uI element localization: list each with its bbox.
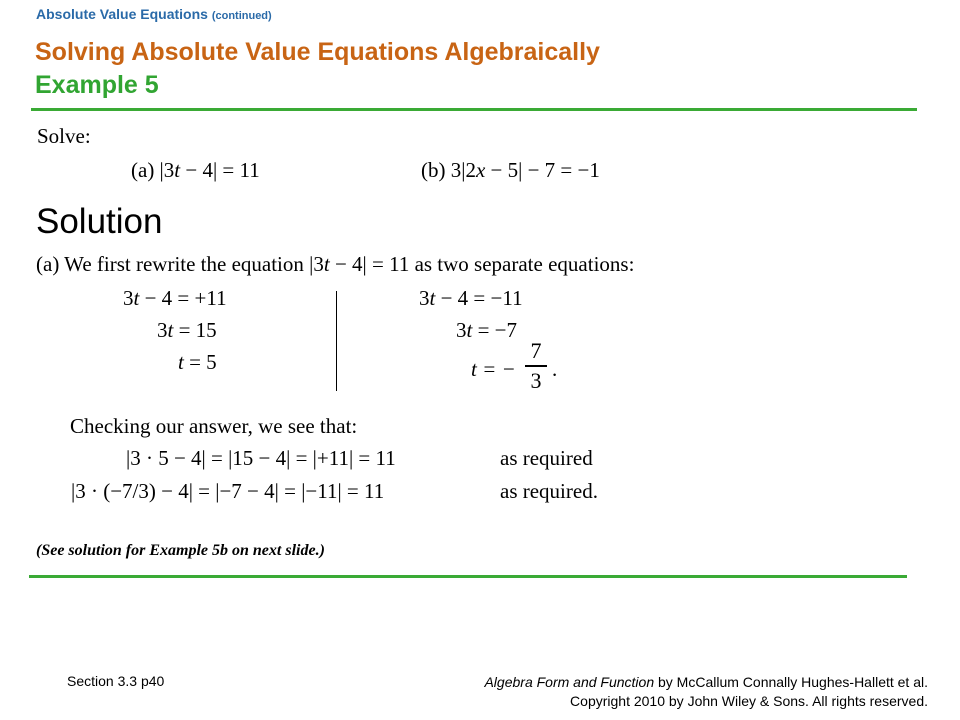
subtitle-main: Absolute Value Equations: [36, 6, 208, 22]
l1-num: 3: [123, 286, 134, 310]
part-b-prefix: (b) 3|2: [421, 158, 476, 182]
part-b-suffix: − 5| − 7 = −1: [485, 158, 600, 182]
fraction-numerator: 7: [530, 338, 542, 363]
r2-var: t: [466, 318, 473, 342]
check-2-note: as required.: [500, 479, 598, 503]
bottom-divider: [29, 575, 907, 578]
equation-divider: [336, 291, 337, 391]
l1-rest: − 4 = +11: [139, 286, 227, 310]
check-intro: Checking our answer, we see that:: [70, 414, 358, 438]
fraction-period: .: [552, 357, 558, 381]
r1-var: t: [429, 286, 436, 310]
footer-book-title: Algebra Form and Function: [484, 674, 655, 690]
r1-num: 3: [419, 286, 430, 310]
fraction-denominator: 3: [530, 367, 542, 393]
r1-rest: − 4 = −11: [435, 286, 523, 310]
solve-label: Solve:: [37, 124, 91, 148]
l3-var: t: [178, 350, 184, 374]
left-equation-2: [157, 318, 217, 343]
left-equation-1: [123, 286, 227, 311]
top-divider: [31, 108, 917, 111]
check-1-expression: |3 · 5 − 4| = |15 − 4| = |+11| = 11: [126, 446, 396, 470]
l2-rest: = 15: [173, 318, 217, 342]
problem-part-a: [131, 158, 260, 183]
footer-authors: by McCallum Connally Hughes-Hallett et al.: [654, 674, 928, 690]
slide-title: Solving Absolute Value Equations Algebraically: [35, 38, 600, 66]
part-a-prefix: (a) |3: [131, 158, 175, 182]
part-a-var: t: [174, 158, 181, 182]
l2-num: 3: [157, 318, 168, 342]
fraction-bar: [525, 365, 547, 367]
footer-section: Section 3.3 p40: [67, 673, 165, 689]
solution-intro: [36, 252, 634, 277]
example-label: Example 5: [35, 71, 159, 99]
problem-part-b: [421, 158, 600, 183]
part-b-var: x: [475, 158, 486, 182]
next-slide-note: (See solution for Example 5b on next slide.): [36, 542, 325, 559]
subtitle-continued: (continued): [211, 10, 272, 22]
part-a-suffix: − 4| = 11: [180, 158, 260, 182]
check-1-note: as required: [500, 446, 593, 470]
l1-var: t: [133, 286, 140, 310]
r2-rest: = −7: [472, 318, 518, 342]
solution-heading: Solution: [36, 202, 163, 241]
footer-citation: [484, 673, 928, 711]
l3-rest: = 5: [183, 350, 217, 374]
right-equation-1: [419, 286, 523, 311]
footer-citation-line1: [484, 673, 928, 692]
fraction-seven-thirds: [525, 339, 547, 393]
intro-var: t: [323, 252, 330, 276]
left-equation-3: [178, 350, 217, 375]
fraction-lhs: t = −: [471, 357, 516, 381]
intro-before: (a) We first rewrite the equation |3: [36, 252, 324, 276]
footer-copyright: Copyright 2010 by John Wiley & Sons. All rights reserved.: [570, 693, 928, 709]
slide-subtitle: [36, 6, 272, 22]
l2-var: t: [167, 318, 174, 342]
r2-num: 3: [456, 318, 467, 342]
check-2-expression: |3 · (−7/3) − 4| = |−7 − 4| = |−11| = 11: [71, 479, 385, 503]
right-equation-2: [456, 318, 517, 343]
intro-after: − 4| = 11 as two separate equations:: [329, 252, 635, 276]
